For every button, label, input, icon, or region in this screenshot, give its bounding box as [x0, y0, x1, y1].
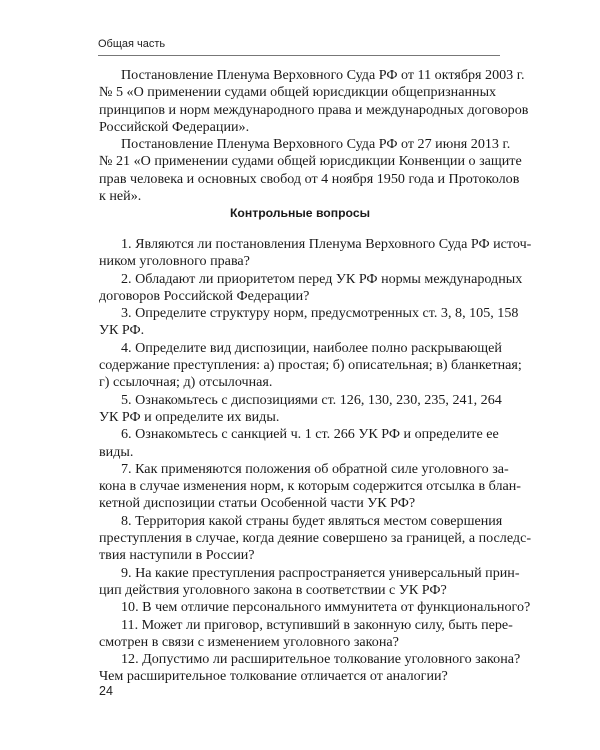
questions-list [99, 236, 532, 686]
text-line: Российской Федерации». [99, 118, 250, 135]
text-line: № 5 «О применении судами общей юрисдикции общепризнанных [99, 84, 497, 101]
running-header: Общая часть [98, 38, 166, 50]
text-line: 6. Ознакомьтесь с санкцией ч. 1 ст. 266 УК РФ и определите ее [121, 426, 499, 443]
text-line: УК РФ. [99, 322, 145, 339]
text-line: 1. Являются ли постановления Пленума Верховного Суда РФ источ- [121, 236, 532, 252]
text-line: 11. Может ли приговор, вступивший в законную силу, быть пере- [121, 616, 513, 633]
question-item [99, 651, 521, 686]
text-line: 4. Определите вид диспозиции, наиболее полно раскрывающей [121, 339, 502, 356]
text-line: № 21 «О применении судами общей юрисдикции Конвенции о защите [99, 153, 522, 170]
text-line: виды. [99, 443, 134, 460]
question-item [99, 564, 520, 600]
text-line: твия наступили в России? [99, 547, 255, 564]
text-line: прав человека и основных свобод от 4 ноября 1950 года и Протоколов [99, 170, 520, 187]
text-line: к ней». [99, 188, 142, 205]
text-line: УК РФ и определите их виды. [99, 408, 280, 425]
text-line: 8. Территория какой страны будет являться местом совершения [121, 512, 503, 529]
header-rule [98, 55, 500, 56]
text-line: 9. На какие преступления распространяется универсальный прин- [121, 564, 520, 581]
text-line: ником уголовного права? [99, 253, 250, 270]
text-line: смотрен в связи с изменением уголовного закона? [99, 633, 399, 650]
text-line: цип действия уголовного закона в соответствии с УК РФ? [99, 581, 447, 598]
text-line: содержание преступления: а) простая; б) описательная; в) бланкетная; [99, 357, 522, 374]
question-item [99, 512, 532, 565]
text-line: 5. Ознакомьтесь с диспозициями ст. 126, 130, 230, 235, 241, 264 [121, 391, 502, 408]
references-block [99, 67, 529, 205]
question-item [99, 460, 521, 513]
text-line: 3. Определите структуру норм, предусмотренных ст. 3, 8, 105, 158 [121, 305, 519, 322]
text-line: Постановление Пленума Верховного Суда РФ от 11 октября 2003 г. [121, 67, 525, 83]
page-number: 24 [99, 684, 113, 698]
text-line: 2. Обладают ли приоритетом перед УК РФ нормы международных [121, 270, 523, 287]
text-line: г) ссылочная; д) отсылочная. [99, 374, 273, 391]
text-line: 10. В чем отличие персонального иммунитета от функционального? [121, 599, 531, 616]
question-item [99, 426, 501, 461]
reference-paragraph [99, 136, 522, 205]
text-line: принципов и норм международного права и международных договоров [99, 101, 529, 118]
text-line: 7. Как применяются положения об обратной силе уголовного за- [121, 460, 509, 477]
text-line: преступления в случае, когда деяние совершено за границей, а последс- [99, 530, 532, 547]
question-item [99, 599, 531, 616]
question-item [99, 339, 522, 392]
question-item [99, 270, 523, 306]
section-heading: Контрольные вопросы [229, 206, 371, 220]
text-line: Чем расширительное толкование отличается от аналогии? [99, 668, 448, 685]
text-line: кетной диспозиции статьи Особенной части УК РФ? [99, 495, 416, 512]
question-item [99, 392, 501, 427]
text-line: договоров Российской Федерации? [99, 287, 310, 304]
question-item [99, 236, 532, 271]
text-line: кона в случае изменения норм, к которым содержится отсылка в блан- [99, 478, 521, 495]
reference-paragraph [99, 67, 529, 136]
text-line: 12. Допустимо ли расширительное толкование уголовного закона? [121, 651, 521, 668]
question-item [99, 616, 513, 652]
question-item [99, 305, 519, 340]
text-line: Постановление Пленума Верховного Суда РФ от 27 июня 2013 г. [121, 136, 511, 153]
